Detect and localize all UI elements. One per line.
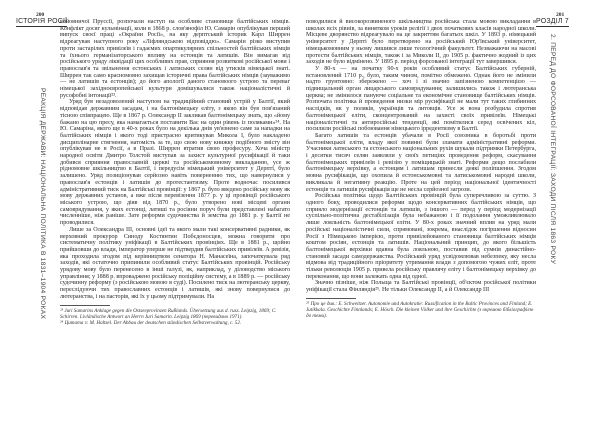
paragraph: поводилися й високорозвиненого шкільництва російська стала мовою викладання в школах всіх рівнів, за винятком уроків релігії і двох початкових класів народної школи. Місцеве дворянство відреагувало на це закриттям багатьох шкіл. У 1893 р. німецький університет у Дерпті було перетворено на російський Юр'ївський університет, німецькомовним у ньому лишився лише теологічний факультет. Незважаючи на масові протести балтійських німців, також і за Миколи II, до 1905 р. фактично жодний із цих заходів не було відмінено. У 1895 р. період форсованої інтеграції тут завершився. [306,19,536,66]
paragraph: Багато латишів та естонців убачали в Росії союзника в боротьбі проти балтонімецької еліти, владу якої повинні були зламати адміністративні реформи. Учасники латиського та естонського національних рухів шукали підтримки Петербурга, і десятки тисяч селян заявляли у своїх петиціях проведення реформ, скасування балтонімецьких привілеїв і ревізію у поміщицькій знаті. Реформи дещо послабили балтонімецьку верхівку, а естонцям і латишам принесли деякі поліпшення. Згодом мовна русифікація, що охопила й естонськомовні та латиськомовні народні школи, викликала й негативну реакцію. Проте на цей період національної ідентичності естонців та латишів русифікація ще не несла серйозної загрози. [306,132,536,193]
footnotes [306,298,536,320]
paragraph: Російська політика щодо Балтійських провінцій була суперечливою за суттю. З одного боку, проводилися реформи щодо консервативних балтійських німців, що сприяло модернізації естонців та латишів, з іншого — перед у період модернізації суспільно-політична дестабілізація була небажаною і її подолання уможливлювало лише лояльність балтонімецької еліти. У 80-х роках значний вплив на уряд мали російські націоналістичні сили, спрямовані, зокрема, внаслідок погіршення відносин Росії з Німецькою імперією, проти привілейованого становища балтійських німців коштом росіян, естонців та латишів. Національний принцип, до якого більшість балтонімецької верхівки вдавна була лояльною, поставив під сумнів династійно-становий засади самодержавства. Російський уряд усвідомлював небезпеку, яку несла відмова від традиційного пріоритету утримання влади з допомогою чужих еліт, проте тільки революція 1905 р. привела російську правлячу еліту і балтонімецьку верхівку до переконання, що вони залежать одна від одної. [306,193,536,280]
running-head: ІСТОРІЯ РОСІЇ [16,18,68,25]
running-head: РОЗДІЛ 7 [536,18,569,25]
paragraph: Уряд був незадоволений наступом на традиційний становий устрій у Балтії, який відповідав державним засадам, і на балтонімецьку еліту, з якою він був пов'язаний тісною співпрацею. Ще в 1867 р. Олександр II закликав балтонімецьку знать, що «йому бажано на цю пресу, яка намагається поставити Вас на один рівень із поляками»²⁴. На Ю. Самаріна, якого ще в 40-х роках було на декілька днів ув'язнено саме за нападки на балтійських німців і якого тоді пристрасно критикував Микола I, було накладено дисциплінарне стягнення, натомість за те, що свою нову книжку подібного змісту він опублікував не в Росії, а в Празі. Ширрен втратив свою професуру. Хоча міністр народної освіти Дмитро Толстой виступав за захист культурної русифікації й таки добився сприяння православній церкві та російськомовному викладанню, усе ж рідномовне шкільництво в Балтії, і передусім німецький університет у Дерпті, було залишено. Уряд позиціонував серйозно навіть поверненню тих, що навернулися у православ'я естонців і латишів до протестантизму. Проте водночас посилився адміністративний тиск на Балтійські провінції: у 1867 р. було введено російську мову як мову державних установ, а вже після перевізення 1877 р. у ці провінції російського міського устрою, що діяв від 1870 р., було утворено нові місцеві органи самоврядування, у яких естонці, латиші та росіяни поруч були представлені набагато численніше, ніж раніше. Зате реформи судочинства й земства до 1881 р. у Балтії не проводилися. [60,99,290,227]
footnote-rule [60,305,110,306]
footnote-rule [306,298,356,299]
footnote: ²³ Juri Samarins Anklage gegen die Ostseeprovinzen Rußlands. Übersetzung aus d. russ. Leipzig, 1869; C. Schirren. Livländische Antwort an Herrn Juri Samarin. Leipzig 1869 (перевидано 1971). [60,307,277,320]
footnote: ²⁴ Цитата з: M. Haltzel. Der Abbau der deutschen ständischen Selbstverwaltung, с. 52. [60,319,242,326]
page-content [306,19,536,319]
footnote: ²⁵ Про це див.: E. Schweitzer. Autonomie und Autokratie: Russification in the Baltic Provinces and Finland; E. Jutikkala. Geschichte Finnlands; E. Hösch. Die kleinen Völker und ihre Geschichte (з окремою бібліографією до теми). [306,300,534,320]
right-page [300,0,600,424]
body-text [60,19,290,301]
page-number: 201 [556,12,565,18]
paragraph: Лише за Олександра III, основні ідеї та якого мали такі консервативні радники, як верховний прокурор Синоду Костянтин Побєдоносцев, можна говорити про систематичну політику уніфікації в Балтійських провінціях. Ще в 1881 р., щойно прийшовши до влади, імператор уперше не підтвердив балтійських привілеїв. А ревізія, яка проходила згодом під керівництвом сенатора Н. Манасеїна, започаткувала ряд заходів, які остаточно припинили особливий статус Балтійських провінцій. Російську урядову мову було перенесено в інші галузі, як, наприклад, у діловодство міського управління; у 1888 р. впроваджено російську поліційну систему, а в 1889 р. — російську судочинну реформу (з російською мовою в суді). Посилено тиск на лютеранську церкву, переслідуючи тих православних естонців і латишів, які знову повернулися до лютеранства, і на пасторів, які їх у цьому підтримували. На [60,226,290,300]
side-title: РЕАКЦІЯ ДЕРЖАВИ: НАЦІОНАЛЬНА ПОЛІТИКА В 1831–1904 РОКАХ [39,88,46,320]
paragraph: Значно пізніше, ніж Польща та Балтійські провінції, об'єктом російської політики уніфікації стала Фінляндія²⁵. Не тільки Олександр II, а й Олександр III [306,280,536,294]
page-number: 200 [36,12,45,18]
paragraph: У 80-х — на початку 90-х років особливий статус Балтійських губерній, встановлений 1710 р., було, таким чином, помітно обмежено. Однак його не змінили надто грунтовно: збережено — хоч і зі значно запізненою компетенцією — підвищальний орган лицарського самоврядування; залишились також і лютеранська церква; не змінилося пануюче соціальне та економічне становище балтійських німців. Розпочата політика й проведення низки мір русифікації не мали тут таких глибинних наслідків, як у поляків, українців та литовців. Усе ж вона розбудила спротив балтонімецької еліти, сконцентрований на захисті своїх привілеїв. Німецькі націоналістичні та антиросійські тенденції, які помітилися серед освічених кіл, посилили російські побоювання німецького ірредентизму в Балтії. [306,65,536,133]
paragraph: войовничої Пруссії, розпочали наступ на особливе становище балтійських німців. Конфлікт досяг кульмінації, коли в 1868 р. слов'янофіл Ю. Самарін опублікував перший випуск своєї праці «Окраїни Росії», на яку дерптський історик Карл Ширрен відреагував наступного року «Ліфляндською відповіддю». Самарін різко виступив проти застарілих привілеїв і гадаємих опартикулярних спільностей балтійських німців та їхнього германізаторського впливу на естонців та латишів. Він вимагав від російського уряду ліквідації цих особливих прав, сприяння розвиткові російської мови і православ'я та звільнення естонських і латиських селян від утисків німецької знаті. Ширрен так само красномовно захищав історичні права балтійських німців (зауважимо — не латишів та естонців); до його апології даного становоого устрою та переваг німецької західноєвропейської культури домішувалися також націоналістичні й русофобні інтонації²³. [60,19,290,99]
footnotes [60,305,290,327]
body-text [306,19,536,294]
page-content [60,19,290,326]
side-title: 2. ПЕРЕД ДО ФОРСОВАНОЇ ІНТЕГРАЦІЇ: ЗАХОДИ ПІСЛЯ 1863 РОКУ [549,34,556,265]
